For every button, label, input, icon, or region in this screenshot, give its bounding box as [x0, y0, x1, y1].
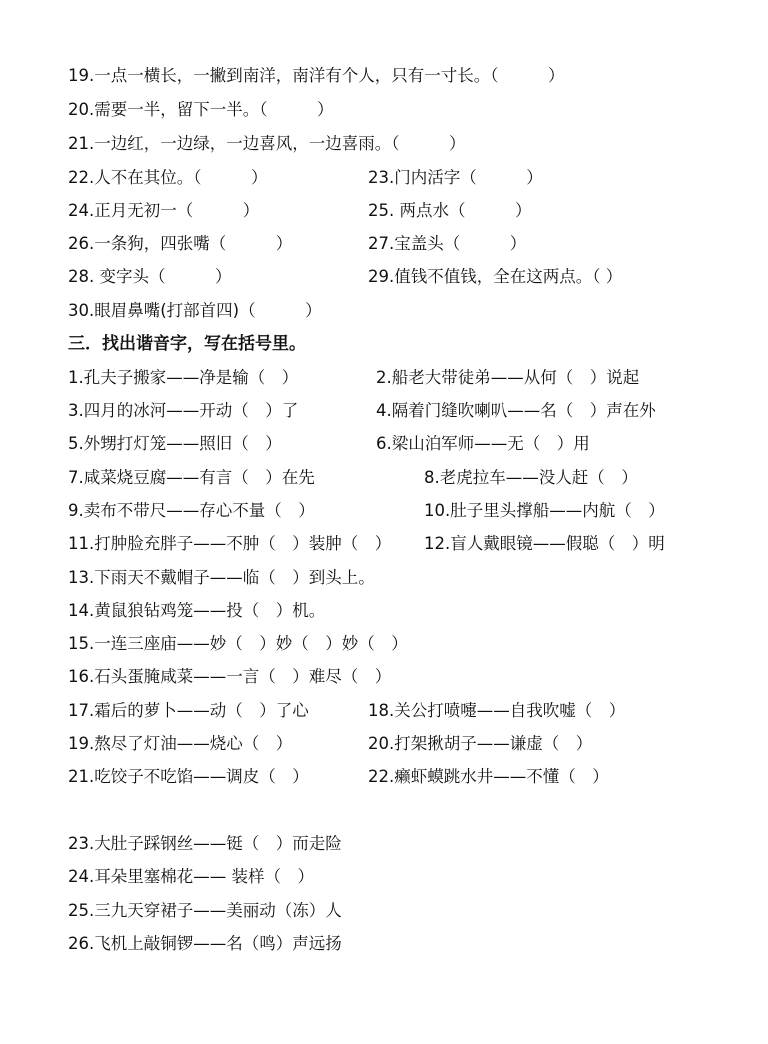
pun-1: 1.孔夫子搬家——净是输（ ） [68, 368, 299, 387]
pun-22: 22.癞虾蟆跳水井——不懂（ ） [368, 767, 609, 786]
riddle-21: 21.一边红，一边绿，一边喜风，一边喜雨。（ ） [68, 134, 466, 153]
pun-9: 9.卖布不带尺——存心不量（ ） [68, 501, 315, 520]
pun-4: 4.隔着门缝吹喇叭——名（ ）声在外 [376, 401, 656, 420]
pun-2: 2.船老大带徒弟——从何（ ）说起 [376, 368, 640, 387]
pun-21: 21.吃饺子不吃馅——调皮（ ） [68, 767, 309, 786]
pun-25: 25.三九天穿裙子——美丽动（冻）人 [68, 901, 342, 920]
riddle-29: 29.值钱不值钱，全在这两点。（ ） [368, 267, 623, 286]
riddle-19: 19.一点一横长，一撇到南洋，南洋有个人，只有一寸长。（ ） [68, 66, 565, 85]
pun-19: 19.熬尽了灯油——烧心（ ） [68, 734, 293, 753]
riddle-24: 24.正月无初一（ ） [68, 201, 260, 220]
riddle-22: 22.人不在其位。（ ） [68, 168, 268, 187]
pun-14: 14.黄鼠狼钻鸡笼——投（ ）机。 [68, 601, 326, 620]
pun-24: 24.耳朵里塞棉花—— 装样（ ） [68, 867, 314, 886]
pun-8: 8.老虎拉车——没人赶（ ） [424, 468, 638, 487]
riddle-30: 30.眼眉鼻嘴(打部首四)（ ） [68, 301, 322, 320]
pun-5: 5.外甥打灯笼——照旧（ ） [68, 434, 282, 453]
pun-20: 20.打架揪胡子——谦虚（ ） [368, 734, 593, 753]
riddle-20: 20.需要一半，留下一半。（ ） [68, 100, 334, 119]
pun-7: 7.咸菜烧豆腐——有言（ ）在先 [68, 468, 315, 487]
riddle-27: 27.宝盖头（ ） [368, 234, 527, 253]
riddle-28: 28. 变字头（ ） [68, 267, 232, 286]
riddle-25: 25. 两点水（ ） [368, 201, 532, 220]
pun-23: 23.大肚子踩钢丝——铤（ ）而走险 [68, 834, 342, 853]
pun-6: 6.梁山泊军师——无（ ）用 [376, 434, 590, 453]
pun-18: 18.关公打喷嚏——自我吹嘘（ ） [368, 701, 626, 720]
pun-10: 10.肚子里头撑船——内航（ ） [424, 501, 665, 520]
riddle-23: 23.门内活字（ ） [368, 168, 543, 187]
pun-16: 16.石头蛋腌咸菜——一言（ ）难尽（ ） [68, 667, 392, 686]
pun-3: 3.四月的冰河——开动（ ）了 [68, 401, 299, 420]
pun-13: 13.下雨天不戴帽子——临（ ）到头上。 [68, 568, 375, 587]
pun-26: 26.飞机上敲铜锣——名（鸣）声远扬 [68, 934, 342, 953]
pun-11: 11.打肿脸充胖子——不肿（ ）装肿（ ） [68, 534, 392, 553]
pun-15: 15.一连三座庙——妙（ ）妙（ ）妙（ ） [68, 634, 408, 653]
riddle-26: 26.一条狗，四张嘴（ ） [68, 234, 293, 253]
pun-17: 17.霜后的萝卜——动（ ）了心 [68, 701, 309, 720]
pun-12: 12.盲人戴眼镜——假聪（ ）明 [424, 534, 665, 553]
section-3-heading: 三．找出谐音字，写在括号里。 [68, 334, 306, 354]
